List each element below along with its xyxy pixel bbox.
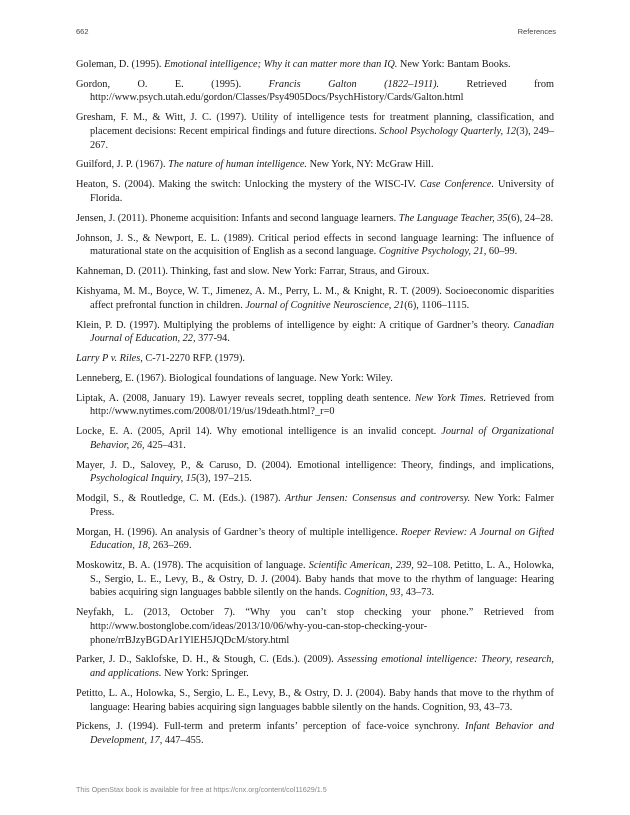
reference-italic-segment: The nature of human intelligence. bbox=[168, 159, 307, 171]
reference-text-segment: (3), 249–267. bbox=[90, 125, 555, 151]
reference-italic-segment: Cognition, 93, bbox=[343, 587, 404, 599]
reference-text-segment: Petitto, L. A., Holowka, S., Sergio, L. E., Levy, B., & Ostry, D. J. (2004). Baby hands that move to the rhythm of language: Hearing babies acquiring sign languages babble silently on the hands. Cognition, 93, 43–73. bbox=[76, 687, 554, 713]
reference-entry bbox=[76, 178, 554, 205]
reference-text-segment: Jensen, J. (2011). Phoneme acquisition: Infants and second language learners. bbox=[76, 212, 399, 224]
reference-entry bbox=[76, 111, 554, 152]
reference-text-segment: Gresham, F. M., & Witt, J. C. (1997). Utility of intelligence tests for treatment planning, classification, and placement decisions: Recent empirical findings and future directions. bbox=[76, 112, 554, 137]
reference-text-segment: New York: Springer. bbox=[161, 668, 249, 680]
reference-italic-segment: Infant Behavior and Development, 17, bbox=[90, 721, 555, 746]
page-number: 662 bbox=[76, 27, 89, 36]
reference-text-segment: Goleman, D. (1995). bbox=[76, 59, 165, 70]
reference-text-segment: Retrieved from http://www.psych.utah.edu/gordon/Classes/Psy4905Docs/PsychHistory/Cards/Galton.html bbox=[90, 78, 554, 104]
reference-italic-segment: Emotional intelligence; Why it can matter more than IQ. bbox=[164, 59, 398, 70]
reference-entry bbox=[76, 212, 554, 226]
reference-italic-segment: Psychological Inquiry, 15 bbox=[90, 473, 197, 485]
reference-italic-segment: Arthur Jensen: Consensus and controversy. bbox=[284, 493, 471, 505]
reference-entry bbox=[76, 158, 554, 172]
reference-text-segment: 377-94. bbox=[195, 333, 230, 345]
reference-entry bbox=[76, 526, 554, 553]
reference-italic-segment: The Language Teacher, 35 bbox=[398, 212, 508, 224]
reference-text-segment: (6), 24–28. bbox=[507, 212, 554, 224]
reference-text-segment: Pickens, J. (1994). Full-term and preterm infants’ perception of face-voice synchrony. bbox=[76, 721, 466, 733]
reference-text-segment: Gordon, O. E. (1995). bbox=[76, 78, 269, 90]
reference-text-segment: 60–99. bbox=[486, 246, 518, 258]
reference-entry bbox=[76, 319, 554, 346]
reference-italic-segment: Canadian Journal of Education, 22, bbox=[90, 319, 554, 345]
reference-text-segment: Kishyama, M. M., Boyce, W. T., Jimenez, A. M., Perry, L. M., & Knight, R. T. (2009). Socioeconomic disparities affect prefrontal function in children. bbox=[76, 286, 554, 311]
reference-italic-segment: Francis Galton (1822–1911). bbox=[268, 78, 440, 90]
reference-text-segment: New York, NY: McGraw Hill. bbox=[307, 159, 434, 171]
reference-text-segment: Modgil, S., & Routledge, C. M. (Eds.). (1987). bbox=[76, 493, 285, 505]
reference-text-segment: Morgan, H. (1996). An analysis of Gardner’s theory of multiple intelligence. bbox=[76, 526, 402, 538]
reference-text-segment: Retrieved from http://www.nytimes.com/2008/01/19/us/19death.html?_r=0 bbox=[90, 392, 554, 418]
reference-entry bbox=[76, 285, 554, 312]
reference-italic-segment: Journal of Cognitive Neuroscience, 21 bbox=[245, 299, 405, 311]
reference-text-segment: Johnson, J. S., & Newport, E. L. (1989). Critical period effects in second language learning: The influence of maturational state on the acquisition of English as a second language. bbox=[76, 232, 554, 258]
reference-entry bbox=[76, 352, 554, 366]
reference-text-segment: Neyfakh, L. (2013, October 7). “Why you can’t stop checking your phone.” Retrieved from http://www.bostonglobe.com/ideas/2013/10/06/why-you-can-stop-checking-your-phone/rrBJzyBGDAr1YlEH5JQDcM/story.html bbox=[76, 607, 554, 646]
reference-text-segment: 425–431. bbox=[144, 439, 186, 451]
reference-text-segment: 43–73. bbox=[403, 587, 435, 599]
reference-text-segment: 263–269. bbox=[150, 540, 192, 552]
reference-entry bbox=[76, 425, 554, 452]
reference-italic-segment: Journal of Organizational Behavior, 26, bbox=[90, 426, 554, 451]
reference-text-segment: Lenneberg, E. (1967). Biological foundations of language. New York: Wiley. bbox=[76, 372, 393, 384]
reference-text-segment: New York: Falmer Press. bbox=[90, 493, 554, 518]
reference-text-segment: C-71-2270 RFP. (1979). bbox=[142, 353, 245, 365]
reference-text-segment: Moskowitz, B. A. (1978). The acquisition of language. bbox=[76, 560, 309, 572]
reference-italic-segment: New York Times. bbox=[414, 392, 487, 404]
reference-entry bbox=[76, 653, 554, 680]
reference-text-segment: (3), 197–215. bbox=[196, 473, 252, 485]
reference-entry bbox=[76, 459, 554, 486]
reference-entry bbox=[76, 687, 554, 714]
reference-entry bbox=[76, 392, 554, 419]
reference-entry bbox=[76, 559, 554, 600]
reference-entry bbox=[76, 606, 554, 647]
reference-text-segment: Heaton, S. (2004). Making the switch: Unlocking the mystery of the WISC-IV. bbox=[76, 179, 420, 191]
reference-text-segment: 92–108. Petitto, L. A., Holowka, S., Sergio, L. E., Levy, B., & Ostry, D. J. (2004). Baby hands that move to the rhythm of language: Hearing babies acquiring sign languages babble silently on the hands. bbox=[90, 560, 554, 599]
reference-text-segment: Mayer, J. D., Salovey, P., & Caruso, D. (2004). Emotional intelligence: Theory, findings, and implications, bbox=[76, 459, 554, 471]
reference-italic-segment: Larry P v. Riles, bbox=[76, 353, 143, 365]
reference-entry bbox=[76, 720, 554, 747]
reference-entry bbox=[76, 78, 554, 105]
reference-italic-segment: Case Conference. bbox=[419, 179, 495, 191]
reference-entry bbox=[76, 265, 554, 279]
reference-text-segment: 447–455. bbox=[162, 734, 204, 746]
section-title: References bbox=[517, 27, 556, 36]
reference-entry bbox=[76, 492, 554, 519]
reference-entry bbox=[76, 372, 554, 386]
reference-italic-segment: Assessing emotional intelligence: Theory, research, and applications. bbox=[90, 654, 554, 680]
reference-list bbox=[76, 58, 554, 754]
footer-note: This OpenStax book is available for free at https://cnx.org/content/col11629/1.5 bbox=[76, 785, 327, 794]
reference-text-segment: University of Florida. bbox=[90, 179, 555, 204]
reference-text-segment: Guilford, J. P. (1967). bbox=[76, 159, 169, 171]
reference-italic-segment: Roeper Review: A Journal on Gifted Education, 18, bbox=[90, 526, 554, 552]
reference-text-segment: Klein, P. D. (1997). Multiplying the problems of intelligence by eight: A critique of Gardner’s theory. bbox=[76, 319, 514, 331]
reference-text-segment: New York: Bantam Books. bbox=[397, 59, 511, 70]
reference-text-segment: Locke, E. A. (2005, April 14). Why emotional intelligence is an invalid concept. bbox=[76, 426, 442, 438]
reference-text-segment: Kahneman, D. (2011). Thinking, fast and slow. New York: Farrar, Straus, and Giroux. bbox=[76, 266, 430, 278]
reference-text-segment: (6), 1106–1115. bbox=[404, 299, 470, 311]
reference-entry bbox=[76, 58, 554, 72]
reference-italic-segment: Cognitive Psychology, 21, bbox=[378, 246, 487, 258]
reference-italic-segment: Scientific American, 239, bbox=[308, 560, 414, 572]
reference-italic-segment: School Psychology Quarterly, 12 bbox=[379, 125, 517, 137]
reference-text-segment: Liptak, A. (2008, January 19). Lawyer reveals secret, toppling death sentence. bbox=[76, 392, 415, 404]
reference-text-segment: Parker, J. D., Saklofske, D. H., & Stough, C. (Eds.). (2009). bbox=[76, 654, 338, 666]
reference-entry bbox=[76, 232, 554, 259]
